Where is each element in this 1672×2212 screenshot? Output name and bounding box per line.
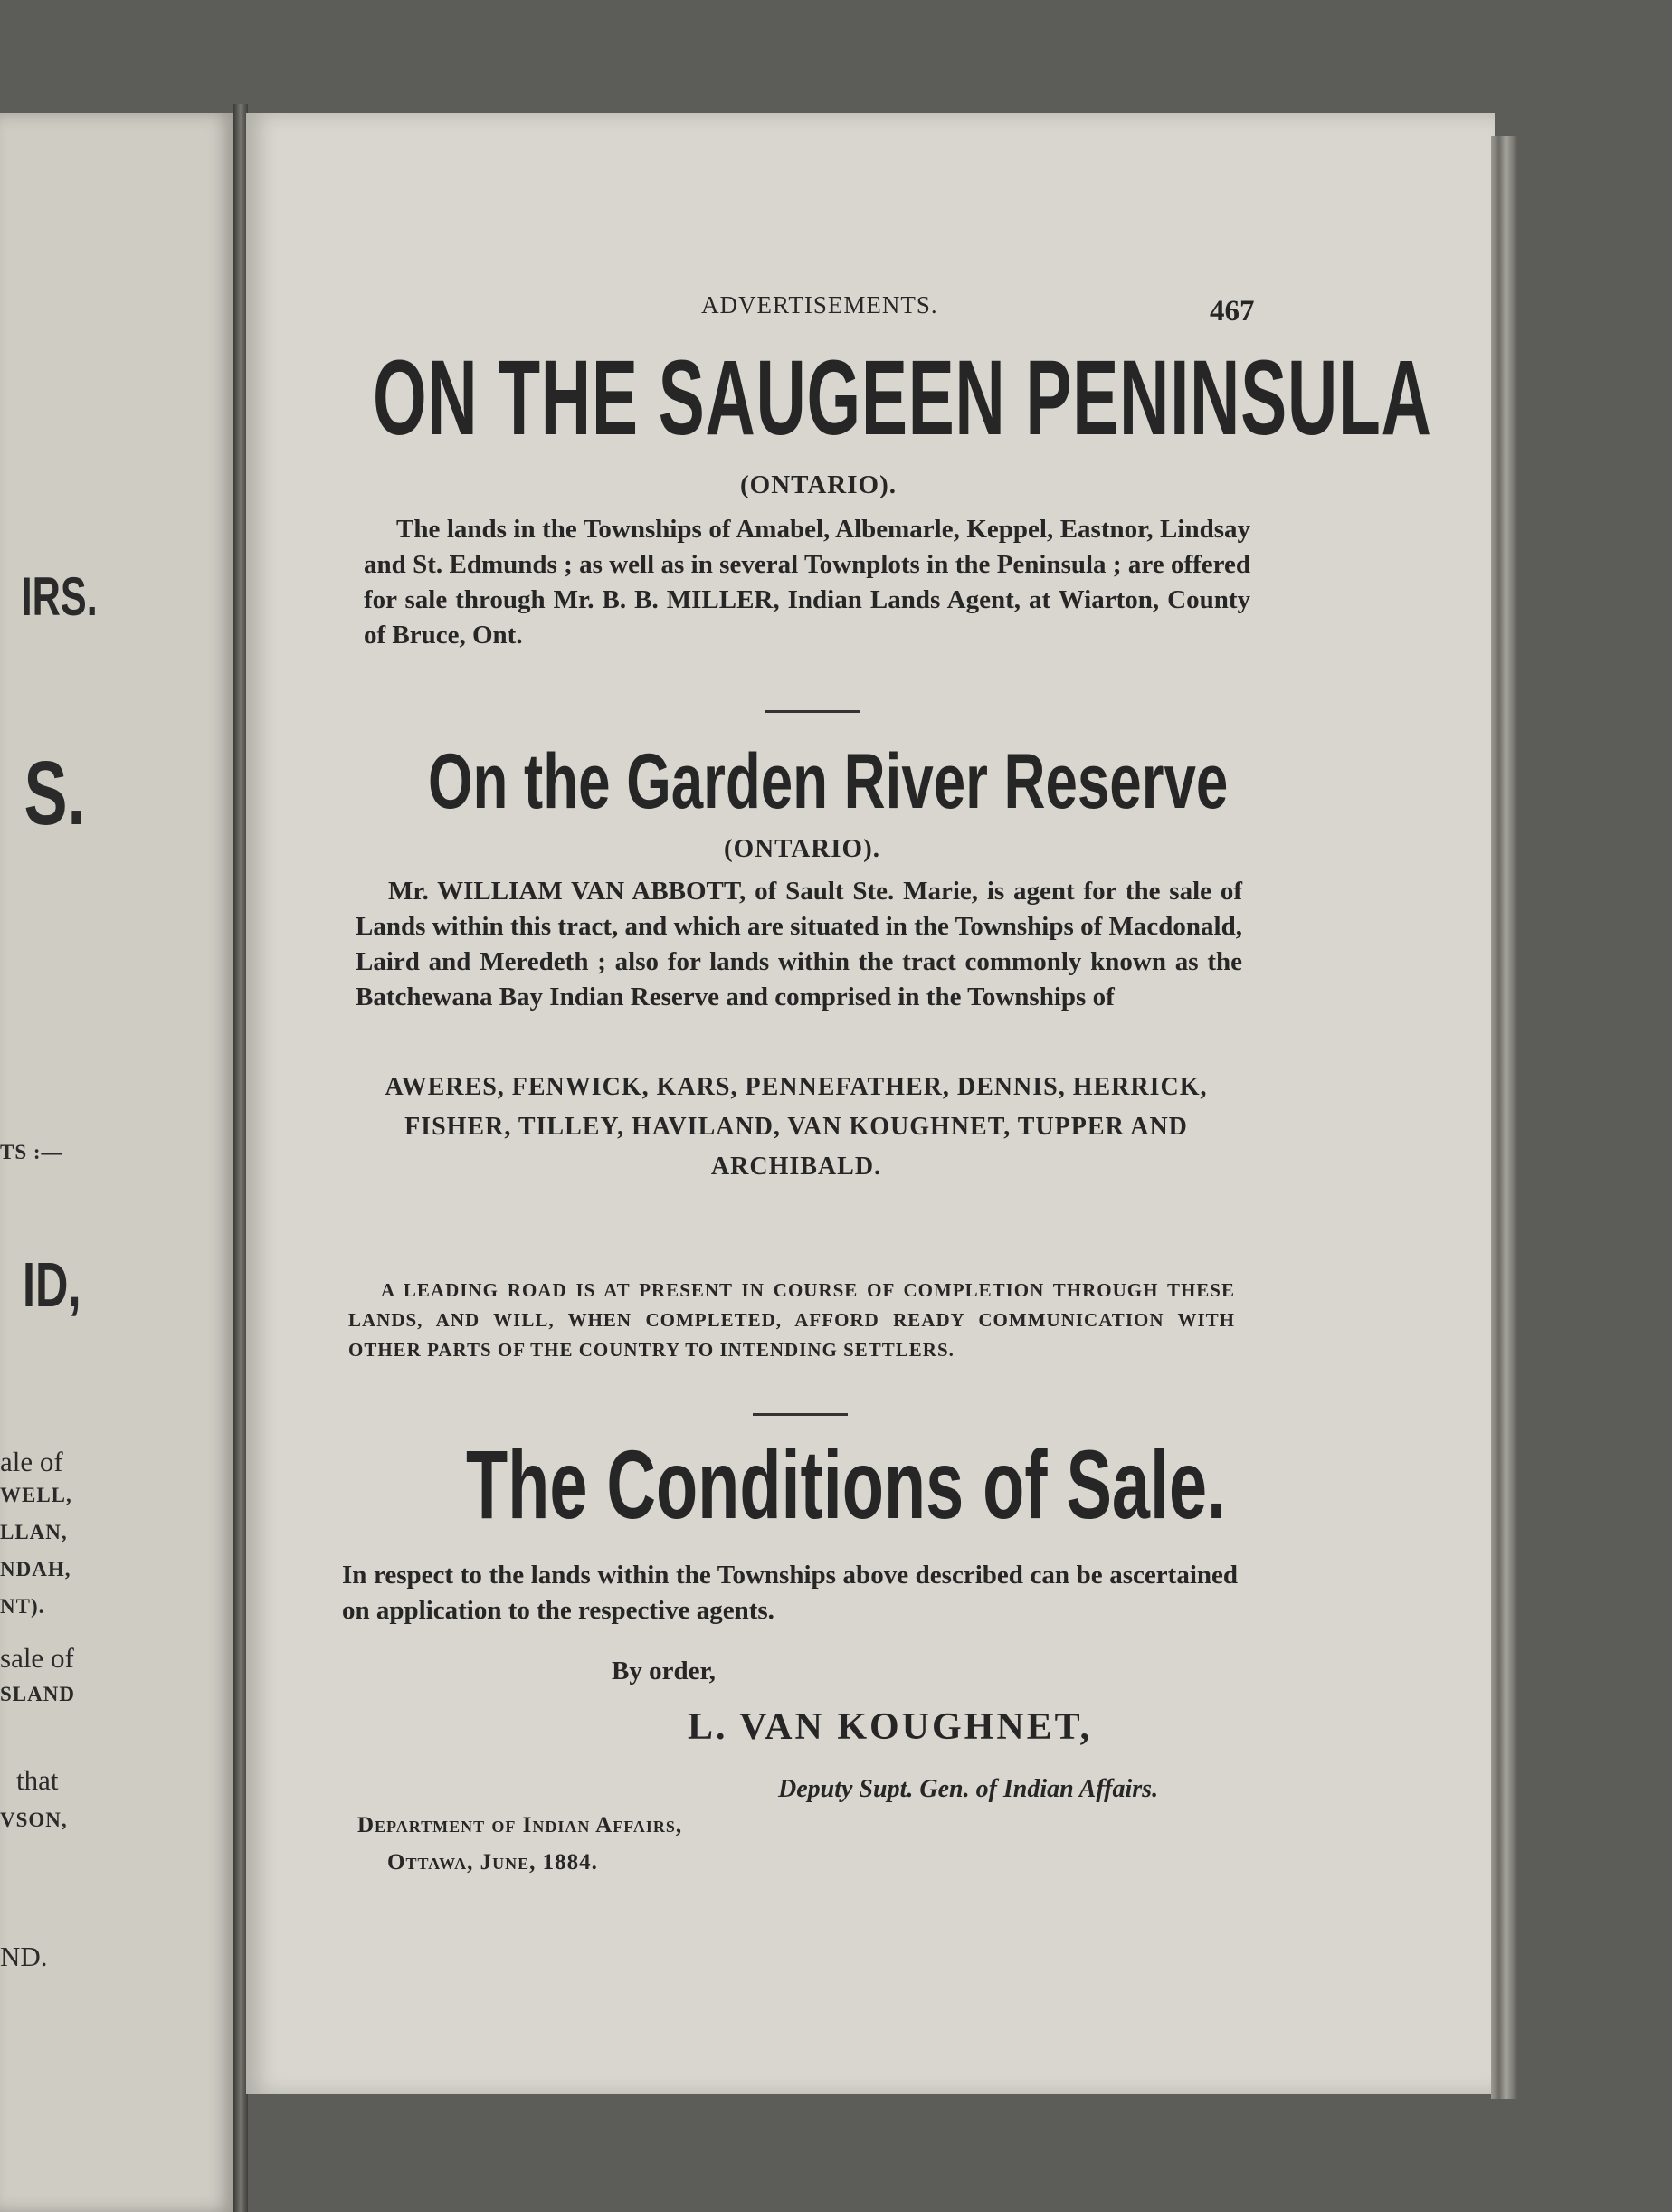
left-fragment: ID,: [23, 1249, 81, 1320]
left-fragment: ND.: [0, 1941, 48, 1972]
left-fragment: IRS.: [21, 566, 98, 627]
left-page-fragment: [0, 113, 233, 2212]
saugeen-heading: ON THE SAUGEEN PENINSULA: [373, 338, 1432, 458]
page-number: 467: [1210, 295, 1255, 328]
divider: [765, 710, 860, 713]
left-fragment: WELL,: [0, 1484, 72, 1506]
road-notice: A LEADING ROAD IS AT PRESENT IN COURSE OF COMPLETION THROUGH THESE LANDS, AND WILL, WHEN COMPLETED, AFFORD READY COMMUNICATION WITH OTHER PARTS OF THE COUNTRY TO INTENDING SETTLERS.: [348, 1279, 1235, 1361]
saugeen-body: The lands in the Townships of Amabel, Albemarle, Keppel, Eastnor, Lindsay and St. Edmunds ; as well as in several Townplots in the Peninsula ; are offered for sale through Mr. B. B. MILLER, Indian Lands Agent, at Wiarton, County of Bruce, Ont.: [364, 515, 1250, 650]
by-order: By order,: [612, 1657, 716, 1685]
conditions-body: In respect to the lands within the Townships above described can be ascertained on application to the respective agents.: [342, 1561, 1238, 1625]
garden-river-body: Mr. WILLIAM VAN ABBOTT, of Sault Ste. Marie, is agent for the sale of Lands within this tract, and which are situated in the Townships of Macdonald, Laird and Meredeth ; also for lands within the tract commonly known as the Batchewana Bay Indian Reserve and comprised in the Townships of: [356, 877, 1242, 1011]
left-fragment: sale of: [0, 1642, 74, 1674]
signatory-name: L. VAN KOUGHNET,: [688, 1706, 1093, 1748]
township-list: AWERES, FENWICK, KARS, PENNEFATHER, DENNIS, HERRICK, FISHER, TILLEY, HAVILAND, VAN KOUGHNET, TUPPER AND ARCHIBALD.: [385, 1073, 1208, 1181]
divider: [753, 1413, 848, 1416]
left-fragment: TS :—: [0, 1141, 63, 1163]
garden-river-heading: On the Garden River Reserve: [428, 738, 1229, 825]
place-date: Ottawa, June, 1884.: [387, 1850, 598, 1875]
page-edge: [1491, 136, 1518, 2099]
garden-river-subheading: (ONTARIO).: [724, 834, 880, 863]
left-fragment: VSON,: [0, 1809, 68, 1831]
left-fragment: NT).: [0, 1595, 45, 1618]
signatory-title: Deputy Supt. Gen. of Indian Affairs.: [778, 1775, 1159, 1803]
left-fragment: SLAND: [0, 1683, 75, 1705]
running-head: ADVERTISEMENTS.: [701, 291, 938, 318]
department-name: Department of Indian Affairs,: [357, 1813, 683, 1837]
left-fragment: S.: [24, 743, 86, 844]
left-fragment: ale of: [0, 1446, 63, 1477]
left-fragment: LLAN,: [0, 1521, 68, 1543]
left-fragment: NDAH,: [0, 1558, 71, 1581]
saugeen-subheading: (ONTARIO).: [740, 470, 897, 499]
conditions-heading: The Conditions of Sale.: [466, 1429, 1227, 1539]
left-fragment: that: [16, 1764, 59, 1796]
